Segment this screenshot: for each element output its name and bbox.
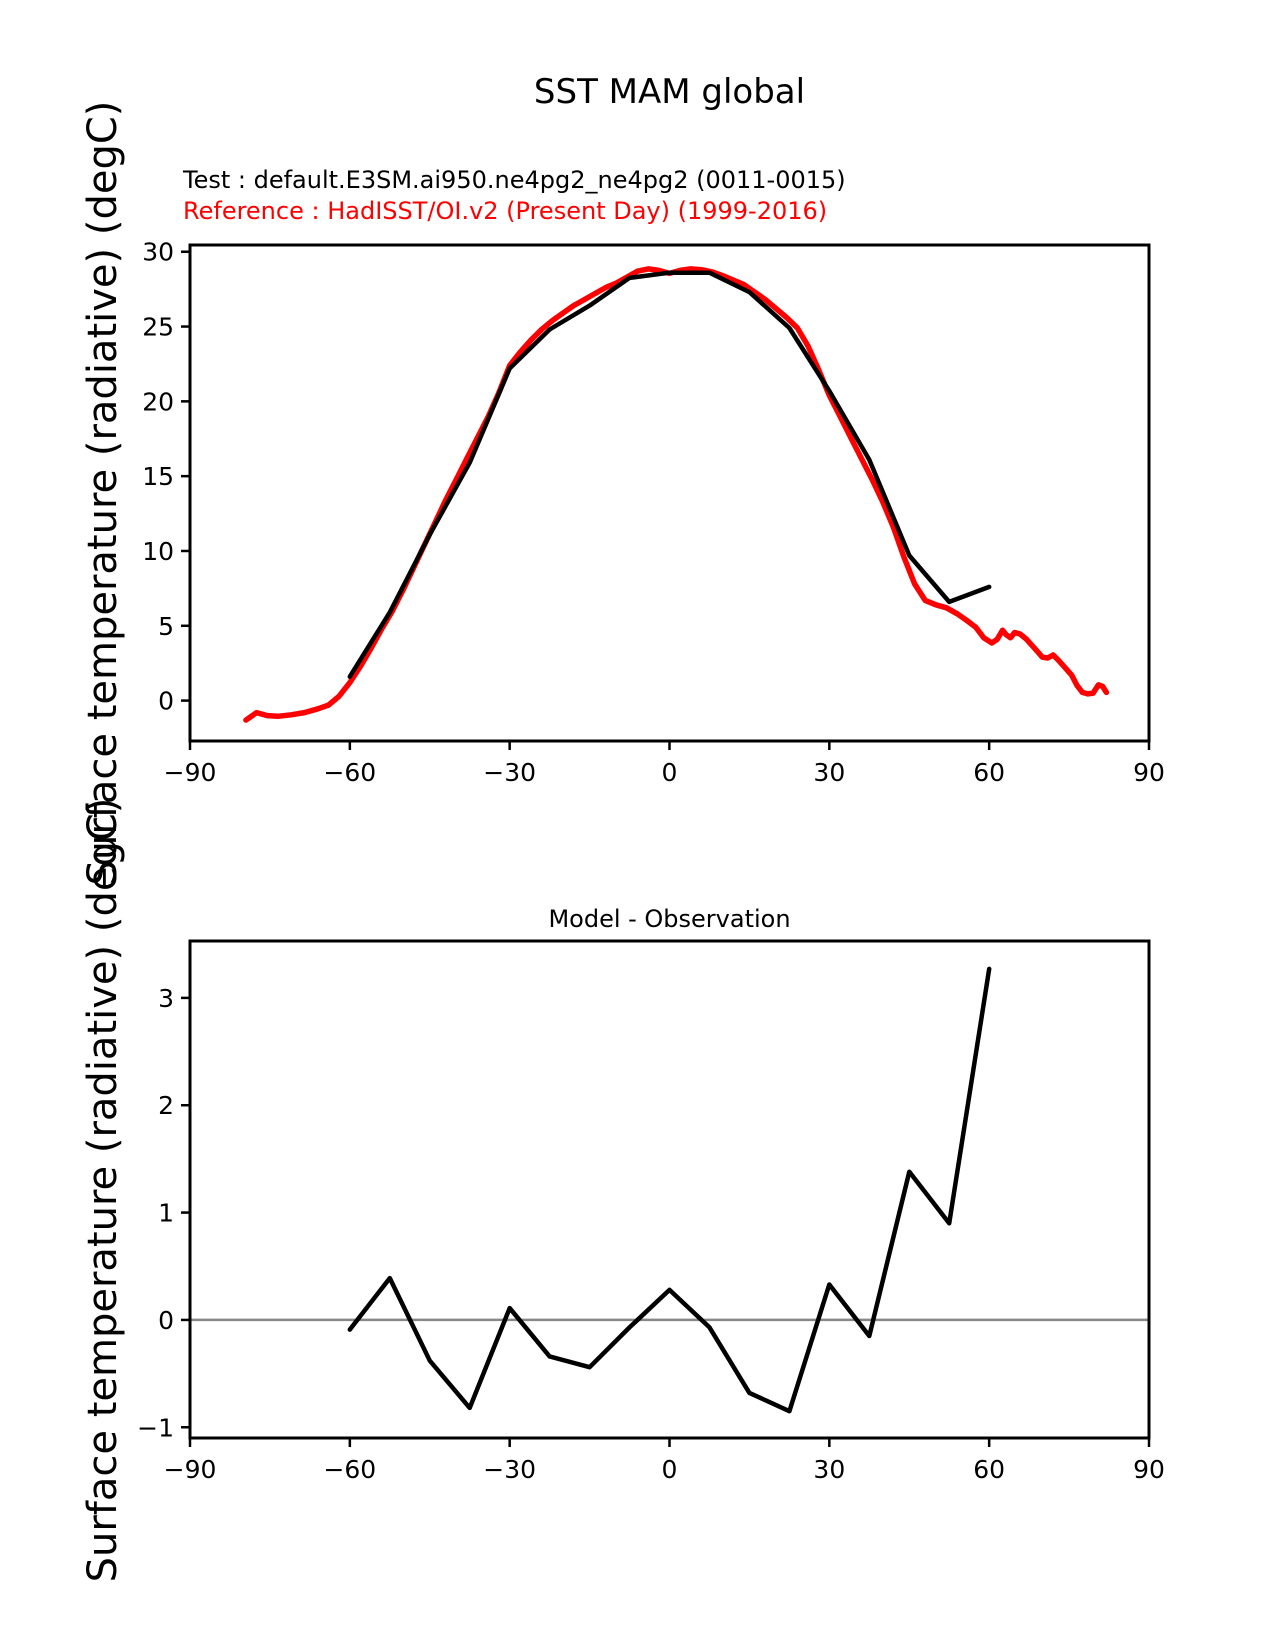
- y-tick-label: 0: [158, 686, 174, 716]
- y-tick-label: 10: [142, 536, 174, 566]
- x-tick-label: −90: [163, 758, 217, 787]
- x-tick-label: 60: [973, 758, 1006, 787]
- y-tick-label: 0: [158, 1305, 174, 1335]
- x-tick-label: −60: [323, 1455, 377, 1484]
- legend-reference-label: Reference : HadISST/OI.v2 (Present Day) (1999-2016): [183, 197, 828, 225]
- series-line: [350, 969, 989, 1411]
- top-chart-sst-zonal-mean: [142, 237, 1165, 787]
- y-tick-label: 30: [142, 237, 174, 267]
- x-tick-label: −60: [323, 758, 377, 787]
- y-tick-label: 1: [158, 1198, 174, 1228]
- figure-canvas: SST MAM global Test : default.E3SM.ai950.ne4pg2_ne4pg2 (0011-0015) Reference : HadISST/OI.v2 (Present Day) (1999-2016) Surface temperature (radiative) (degC) Surface temperature (radiative) (degC) Model - Observation −90 −60 −30 0 30 60 90 0 5 10 15 20 25 30 −90 −60 −30 0 30 60 90 −1 0 1 2 3: [0, 0, 1275, 1650]
- plot-border: [190, 245, 1149, 741]
- x-tick-label: 30: [813, 758, 846, 787]
- y-tick-label: 2: [158, 1091, 174, 1121]
- x-tick-label: 0: [661, 758, 678, 787]
- y-tick-label: 3: [158, 983, 174, 1013]
- series-line: [246, 269, 1107, 720]
- y-tick-label: 15: [142, 462, 174, 492]
- x-tick-label: −30: [483, 1455, 537, 1484]
- x-tick-label: 30: [813, 1455, 846, 1484]
- series-line: [350, 273, 989, 677]
- x-tick-label: 90: [1133, 758, 1165, 787]
- y-tick-label: 5: [158, 611, 174, 641]
- figure-title: SST MAM global: [533, 72, 806, 112]
- x-tick-label: 0: [661, 1455, 678, 1484]
- y-tick-label: 25: [142, 312, 174, 342]
- x-tick-label: 90: [1133, 1455, 1165, 1484]
- bottom-chart-title: Model - Observation: [548, 905, 791, 933]
- x-tick-label: −30: [483, 758, 537, 787]
- x-tick-label: 60: [973, 1455, 1006, 1484]
- bottom-chart-model-minus-observation: [137, 941, 1165, 1484]
- y-tick-label: 20: [142, 387, 174, 417]
- plot-border: [190, 941, 1149, 1438]
- legend-test-label: Test : default.E3SM.ai950.ne4pg2_ne4pg2 (0011-0015): [183, 166, 846, 194]
- x-tick-label: −90: [163, 1455, 217, 1484]
- y-tick-label: −1: [137, 1413, 174, 1443]
